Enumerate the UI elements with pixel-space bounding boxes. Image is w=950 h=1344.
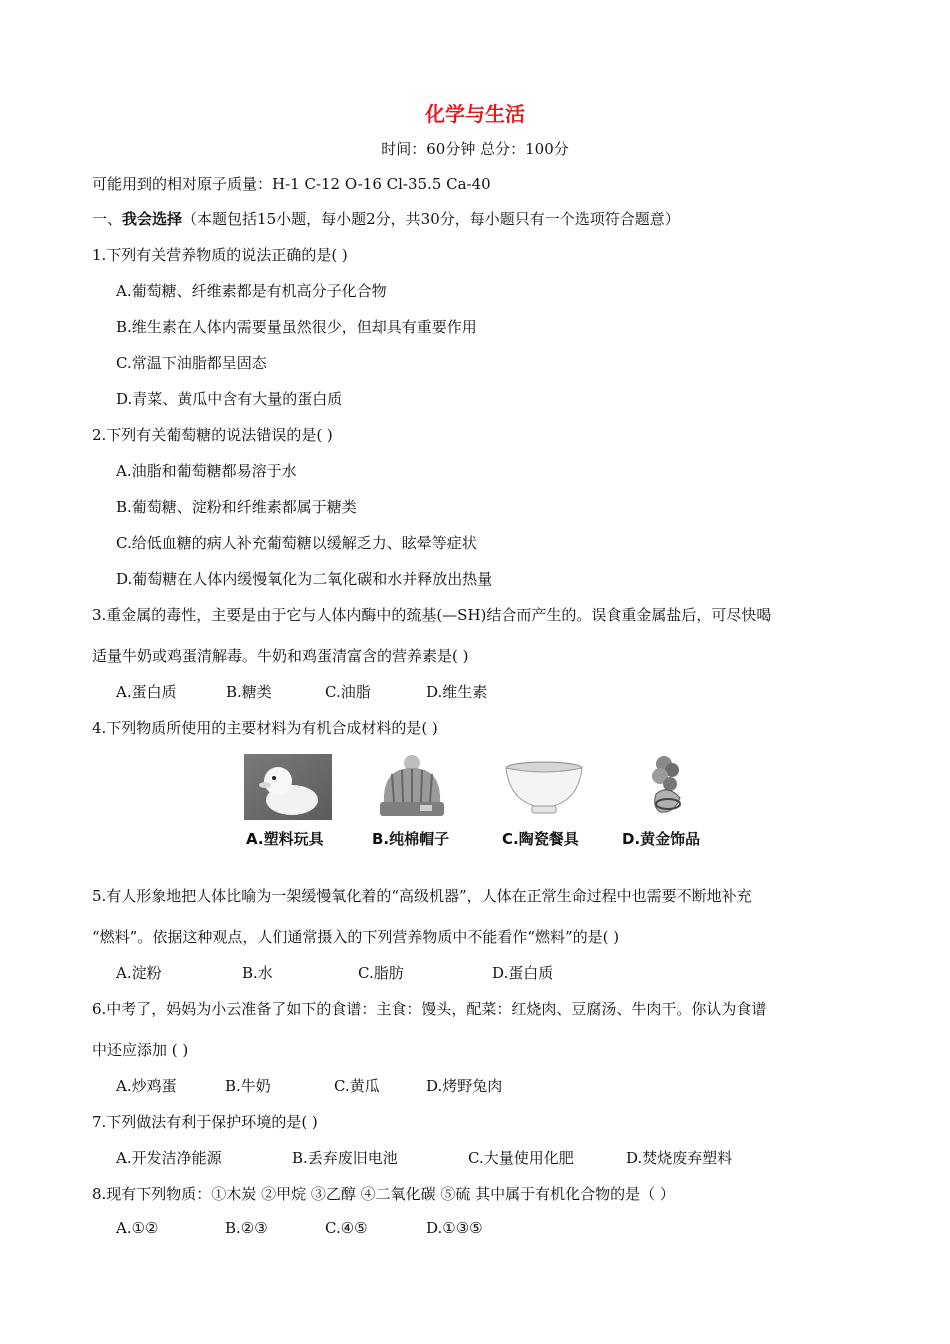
q7-option-b: B.丢弃废旧电池 <box>292 1149 398 1167</box>
q5-option-c: C.脂肪 <box>358 964 404 982</box>
ceramic-bowl-image <box>502 754 586 820</box>
q6-stem-line1: 6.中考了，妈妈为小云准备了如下的食谱：主食：馒头，配菜：红烧肉、豆腐汤、牛肉干。你认为食谱 <box>92 1000 767 1018</box>
q2-option-b: B.葡萄糖、淀粉和纤维素都属于糖类 <box>116 498 357 516</box>
q4-option-a: A.塑料玩具 <box>246 830 324 848</box>
q6-option-d: D.烤野兔肉 <box>426 1077 503 1095</box>
q8-option-c: C.④⑤ <box>325 1219 368 1237</box>
cotton-hat-image <box>372 754 452 820</box>
q7-stem: 7.下列做法有利于保护环境的是( ) <box>92 1113 318 1131</box>
exam-meta: 时间：60分钟 总分：100分 <box>381 140 569 158</box>
q1-stem: 1.下列有关营养物质的说法正确的是( ) <box>92 246 348 264</box>
q5-option-b: B.水 <box>242 964 273 982</box>
q4-option-d: D.黄金饰品 <box>622 830 701 848</box>
q3-option-d: D.维生素 <box>426 683 488 701</box>
q1-option-c: C.常温下油脂都呈固态 <box>116 354 267 372</box>
q1-option-b: B.维生素在人体内需要量虽然很少，但却具有重要作用 <box>116 318 477 336</box>
q8-stem: 8.现有下列物质：①木炭 ②甲烷 ③乙醇 ④二氧化碳 ⑤硫 其中属于有机化合物的是（ ） <box>92 1185 675 1203</box>
plastic-duck-toy-image <box>244 754 332 820</box>
q3-option-b: B.糖类 <box>226 683 272 701</box>
q2-stem: 2.下列有关葡萄糖的说法错误的是( ) <box>92 426 333 444</box>
section-prefix: 一、 <box>92 210 123 228</box>
q4-stem: 4.下列物质所使用的主要材料为有机合成材料的是( ) <box>92 719 438 737</box>
q7-option-d: D.焚烧废弃塑料 <box>626 1149 733 1167</box>
q5-option-a: A.淀粉 <box>116 964 162 982</box>
q6-option-c: C.黄瓜 <box>334 1077 380 1095</box>
q7-option-a: A.开发洁净能源 <box>116 1149 222 1167</box>
q5-stem-line1: 5.有人形象地把人体比喻为一架缓慢氧化着的“高级机器”，人体在正常生命过程中也需要不断地补充 <box>92 887 752 905</box>
q1-option-a: A.葡萄糖、纤维素都是有机高分子化合物 <box>116 282 387 300</box>
q4-option-c: C.陶瓷餐具 <box>502 830 579 848</box>
q3-stem-line2: 适量牛奶或鸡蛋清解毒。牛奶和鸡蛋清富含的营养素是( ) <box>92 647 469 665</box>
section-heading <box>92 208 680 229</box>
q2-option-c: C.给低血糖的病人补充葡萄糖以缓解乏力、眩晕等症状 <box>116 534 477 552</box>
gold-jewelry-image <box>638 754 698 820</box>
q2-option-a: A.油脂和葡萄糖都易溶于水 <box>116 462 297 480</box>
q8-option-a: A.①② <box>116 1219 159 1237</box>
q3-option-c: C.油脂 <box>325 683 371 701</box>
q7-option-c: C.大量使用化肥 <box>468 1149 574 1167</box>
section-instructions: （本题包括15小题，每小题2分，共30分，每小题只有一个选项符合题意） <box>182 210 680 228</box>
q6-stem-line2: 中还应添加 ( ) <box>92 1041 189 1059</box>
q4-option-b: B.纯棉帽子 <box>372 830 450 848</box>
q8-option-b: B.②③ <box>225 1219 268 1237</box>
atomic-masses: 可能用到的相对原子质量：H-1 C-12 O-16 Cl-35.5 Ca-40 <box>92 175 491 193</box>
q1-option-d: D.青菜、黄瓜中含有大量的蛋白质 <box>116 390 343 408</box>
q6-option-a: A.炒鸡蛋 <box>116 1077 177 1095</box>
q3-option-a: A.蛋白质 <box>116 683 177 701</box>
q2-option-d: D.葡萄糖在人体内缓慢氧化为二氧化碳和水并释放出热量 <box>116 570 493 588</box>
section-title: 我会选择 <box>122 210 183 228</box>
q5-option-d: D.蛋白质 <box>492 964 554 982</box>
q5-stem-line2: “燃料”。依据这种观点，人们通常摄入的下列营养物质中不能看作“燃料”的是( ) <box>92 928 620 946</box>
q3-stem-line1: 3.重金属的毒性，主要是由于它与人体内酶中的巯基(—SH)结合而产生的。误食重金属盐后，可尽快喝 <box>92 606 772 624</box>
q8-option-d: D.①③⑤ <box>426 1219 483 1237</box>
page-title: 化学与生活 <box>425 102 525 126</box>
q6-option-b: B.牛奶 <box>225 1077 271 1095</box>
